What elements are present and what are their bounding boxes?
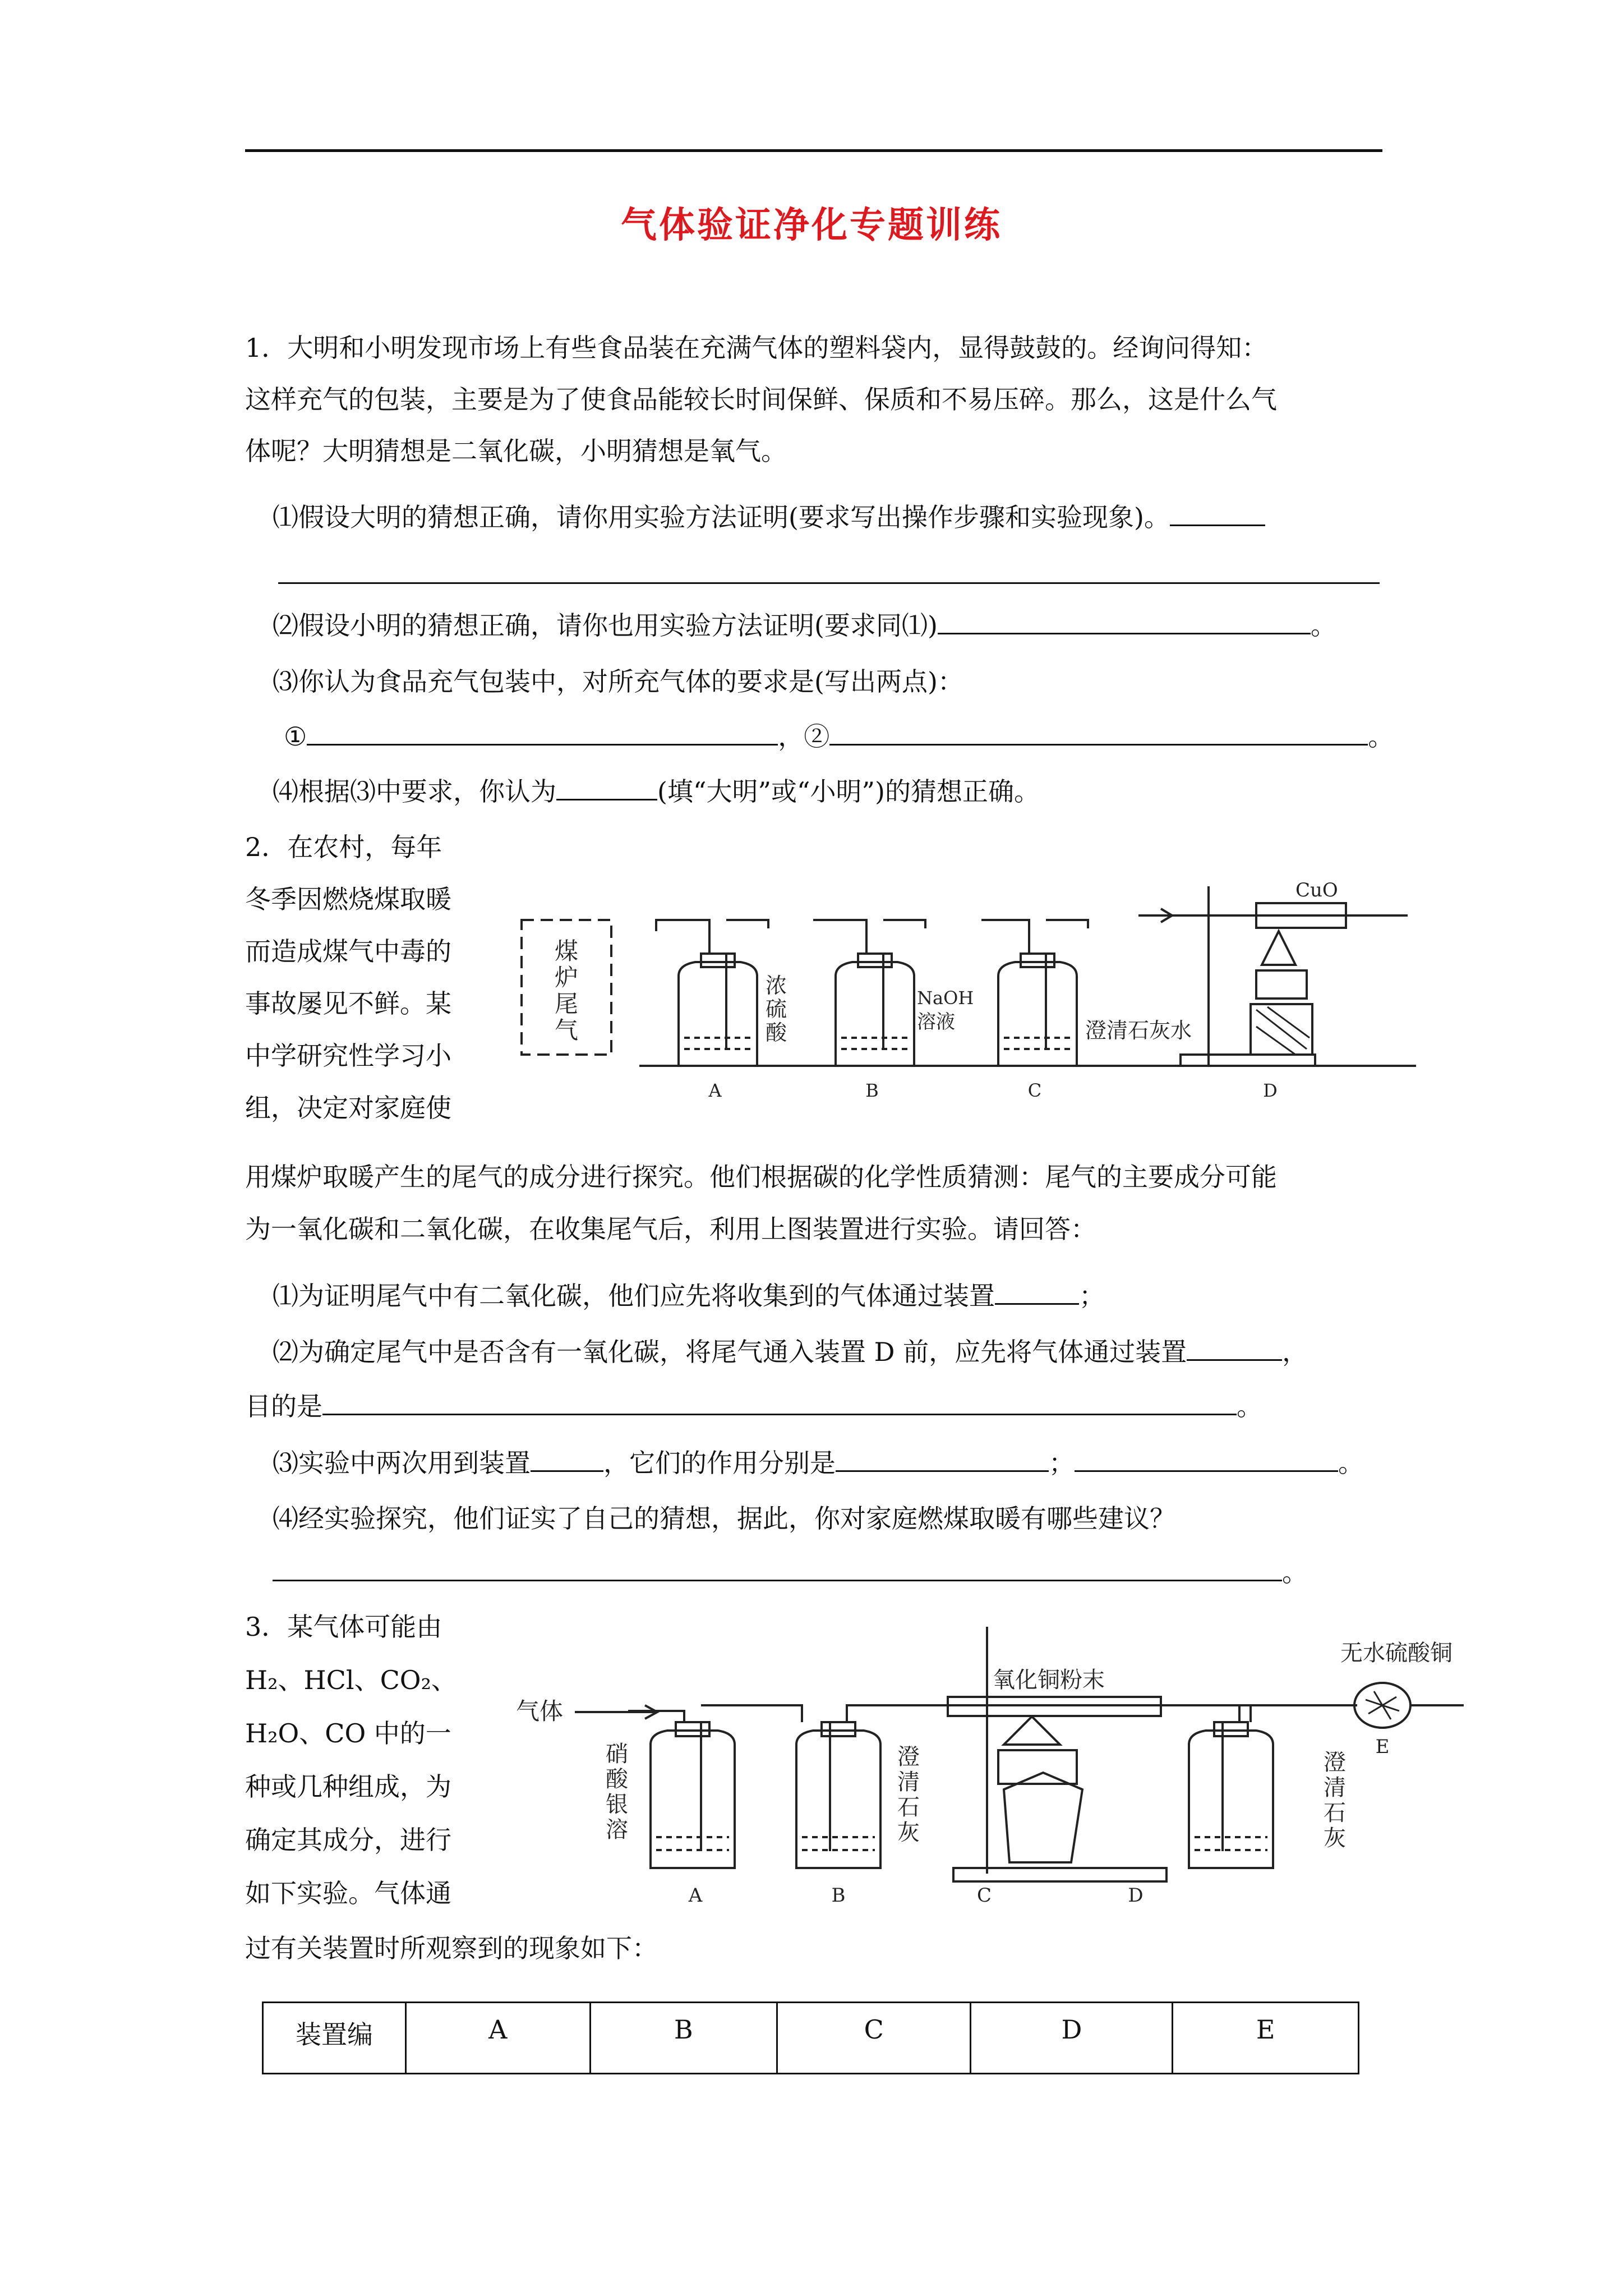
q2-sub2-cont-text: 目的是 xyxy=(245,1391,322,1421)
q3-wrap-6: 如下实验。气体通 xyxy=(245,1878,451,1908)
q3-a-label-3: 银 xyxy=(606,1792,628,1818)
q2-box-label-4: 气 xyxy=(554,1016,579,1044)
q1-sub4 xyxy=(273,772,1040,811)
q3-b-label-2: 清 xyxy=(897,1769,920,1795)
q2-sub2 xyxy=(273,1332,1308,1372)
q2-sub3-text-c: ； xyxy=(1049,1448,1075,1478)
q3-a-label-2: 酸 xyxy=(606,1766,628,1792)
q3-a-label-4: 溶 xyxy=(606,1817,628,1843)
q1-sub4-text-b: (填“大明”或“小明”)的猜想正确。 xyxy=(657,776,1040,807)
q2-wrap-2: 冬季因燃烧煤取暖 xyxy=(245,884,451,914)
q3-b-label-3: 石 xyxy=(897,1795,920,1820)
q2-box-label-3: 尾 xyxy=(554,990,579,1018)
table-header-cell: B xyxy=(590,2003,777,2074)
q3-c-label: 氧化铜粉末 xyxy=(993,1667,1105,1693)
q3-wrap-1: 3．某气体可能由 xyxy=(245,1612,442,1642)
q1-sub2-blank[interactable] xyxy=(938,610,1311,634)
q2-sub1 xyxy=(273,1276,1105,1315)
q2-cont-1: 用煤炉取暖产生的尾气的成分进行探究。他们根据碳的化学性质猜测：尾气的主要成分可能 xyxy=(245,1162,1277,1192)
q2-bottle-c xyxy=(981,920,1088,1066)
q3-d-label-1: 澄 xyxy=(1324,1750,1346,1775)
q3-wrap-3: H₂O、CO 中的一 xyxy=(245,1718,451,1749)
q2-a-label-1: 浓 xyxy=(766,973,787,998)
q2-sub3-end: 。 xyxy=(1338,1448,1364,1478)
q3-letter-d: D xyxy=(1128,1884,1144,1907)
table-header-cell: E xyxy=(1173,2003,1359,2074)
page-title: 气体验证净化专题训练 xyxy=(621,204,1002,246)
q3-d-label-3: 石 xyxy=(1324,1800,1346,1826)
q3-heating-apparatus-c xyxy=(931,1627,1200,1881)
q3-letter-c: C xyxy=(976,1884,992,1907)
q2-wrap-6: 组，决定对家庭使 xyxy=(245,1093,451,1123)
q3-b-label-4: 灰 xyxy=(897,1820,920,1846)
q2-bottle-a xyxy=(656,920,768,1066)
q3-wrap-2: H₂、HCl、CO₂、 xyxy=(245,1665,457,1695)
q1-sub1 xyxy=(273,498,1265,537)
q2-cont-2: 为一氧化碳和二氧化碳，在收集尾气后，利用上图装置进行实验。请回答： xyxy=(245,1214,1096,1244)
q1-sub3-blank-2[interactable] xyxy=(829,721,1368,746)
q3-a-label-1: 硝 xyxy=(606,1741,628,1767)
q3-d-label-4: 灰 xyxy=(1324,1825,1346,1851)
q2-sub2-text: ⑵为确定尾气中是否含有一氧化碳，将尾气通入装置 D 前，应先将气体通过装置 xyxy=(273,1337,1187,1367)
q2-sub2-cont xyxy=(245,1387,1262,1426)
q2-sub1-text: ⑴为证明尾气中有二氧化碳，他们应先将收集到的气体通过装置 xyxy=(273,1281,995,1311)
q3-cont: 过有关装置时所观察到的现象如下： xyxy=(245,1933,658,1963)
q2-letter-c: C xyxy=(1027,1080,1042,1101)
q3-wrap-4: 种或几种组成，为 xyxy=(245,1772,451,1802)
q1-sub1-text: ⑴假设大明的猜想正确，请你用实验方法证明(要求写出操作步骤和实验现象)。 xyxy=(273,502,1170,532)
q1-sub3-mark-2: ，② xyxy=(778,721,830,752)
q2-letter-b: B xyxy=(865,1080,879,1101)
q2-sub3-blank-3[interactable] xyxy=(1075,1448,1338,1472)
q2-sub1-end: ； xyxy=(1079,1281,1105,1311)
q2-a-label-3: 酸 xyxy=(766,1020,787,1045)
q2-sub4: ⑷经实验探究，他们证实了自己的猜想，据此，你对家庭燃煤取暖有哪些建议？ xyxy=(273,1503,1175,1534)
q2-sub2-purpose-blank[interactable] xyxy=(322,1391,1237,1415)
observation-table xyxy=(262,2001,1359,2074)
q3-e-label: 无水硫酸铜 xyxy=(1340,1640,1453,1666)
q2-apparatus-diagram xyxy=(510,869,1419,1111)
q2-bottle-b xyxy=(813,920,925,1066)
q1-intro-line-1: 1．大明和小明发现市场上有些食品装在充满气体的塑料袋内，显得鼓鼓的。经询问得知： xyxy=(245,333,1268,363)
header-rule xyxy=(245,149,1382,152)
q1-sub3-end: 。 xyxy=(1368,721,1394,752)
q3-bottle-a xyxy=(628,1705,802,1868)
q2-c-label: 澄清石灰水 xyxy=(1085,1018,1192,1043)
q2-d-label: CuO xyxy=(1295,879,1338,901)
table-header-cell: A xyxy=(406,2003,591,2074)
q2-sub2-end: ， xyxy=(1282,1337,1308,1367)
q2-b-label-1: NaOH xyxy=(917,987,974,1009)
q2-wrap-1: 2．在农村，每年 xyxy=(245,832,442,862)
table-header-cell: C xyxy=(777,2003,971,2074)
q2-sub4-end: 。 xyxy=(1282,1557,1308,1588)
q2-sub3-text-a: ⑶实验中两次用到装置 xyxy=(273,1448,531,1478)
q2-sub3-blank-1[interactable] xyxy=(531,1448,603,1472)
q2-letter-d: D xyxy=(1263,1080,1278,1101)
q3-wrap-5: 确定其成分，进行 xyxy=(245,1825,451,1855)
q2-box-label-1: 煤 xyxy=(554,937,579,965)
q1-sub2-text: ⑵假设小明的猜想正确，请你也用实验方法证明(要求同⑴) xyxy=(273,610,938,641)
table-row xyxy=(263,2003,1359,2074)
q1-sub4-blank[interactable] xyxy=(556,776,657,800)
q1-sub3-mark-1: ① xyxy=(284,721,307,752)
q3-gas-label: 气体 xyxy=(516,1697,564,1725)
q3-letter-e: E xyxy=(1375,1736,1390,1758)
q2-sub3-text-b: ，它们的作用分别是 xyxy=(603,1448,836,1478)
q1-sub2 xyxy=(273,606,1336,645)
q2-b-label-2: 溶液 xyxy=(917,1011,955,1033)
q2-box-label-2: 炉 xyxy=(554,964,579,991)
q3-letter-a: A xyxy=(688,1884,703,1907)
q1-sub3-blank-1[interactable] xyxy=(307,721,778,746)
q2-sub4-answer xyxy=(273,1553,1308,1592)
q2-sub2-blank[interactable] xyxy=(1187,1337,1282,1361)
q1-answer-line[interactable] xyxy=(278,582,1380,584)
q3-d-label-2: 清 xyxy=(1324,1775,1346,1801)
q2-sub4-blank[interactable] xyxy=(273,1557,1282,1581)
q2-sub1-blank[interactable] xyxy=(995,1281,1079,1305)
q2-sub3 xyxy=(273,1443,1364,1483)
q2-wrap-5: 中学研究性学习小 xyxy=(245,1041,451,1071)
q1-intro-line-3: 体呢？大明猜想是二氧化碳，小明猜想是氧气。 xyxy=(245,436,787,466)
q2-letter-a: A xyxy=(708,1080,722,1101)
q1-sub2-end: 。 xyxy=(1310,610,1336,641)
q1-sub3-answers xyxy=(284,717,1394,756)
q3-b-label-1: 澄 xyxy=(897,1744,920,1770)
q1-intro-line-2: 这样充气的包装，主要是为了使食品能较长时间保鲜、保质和不易压碎。那么，这是什么气 xyxy=(245,384,1277,415)
q1-sub1-blank[interactable] xyxy=(1170,502,1265,526)
q2-wrap-3: 而造成煤气中毒的 xyxy=(245,936,451,967)
q1-sub4-text-a: ⑷根据⑶中要求，你认为 xyxy=(273,776,556,807)
q2-sub2-cont-end: 。 xyxy=(1237,1391,1262,1421)
q3-apparatus-diagram xyxy=(505,1616,1469,1918)
table-header-cell: D xyxy=(971,2003,1173,2074)
q2-a-label-2: 硫 xyxy=(766,997,787,1022)
q2-wrap-4: 事故屡见不鲜。某 xyxy=(245,988,451,1019)
q2-sub3-blank-2[interactable] xyxy=(836,1448,1049,1472)
q3-drying-tube-e xyxy=(1354,1683,1464,1728)
q1-sub3: ⑶你认为食品充气包装中，对所充气体的要求是(写出两点)： xyxy=(273,666,963,697)
q3-letter-b: B xyxy=(831,1884,846,1907)
table-header-cell: 装置编 xyxy=(263,2003,406,2074)
